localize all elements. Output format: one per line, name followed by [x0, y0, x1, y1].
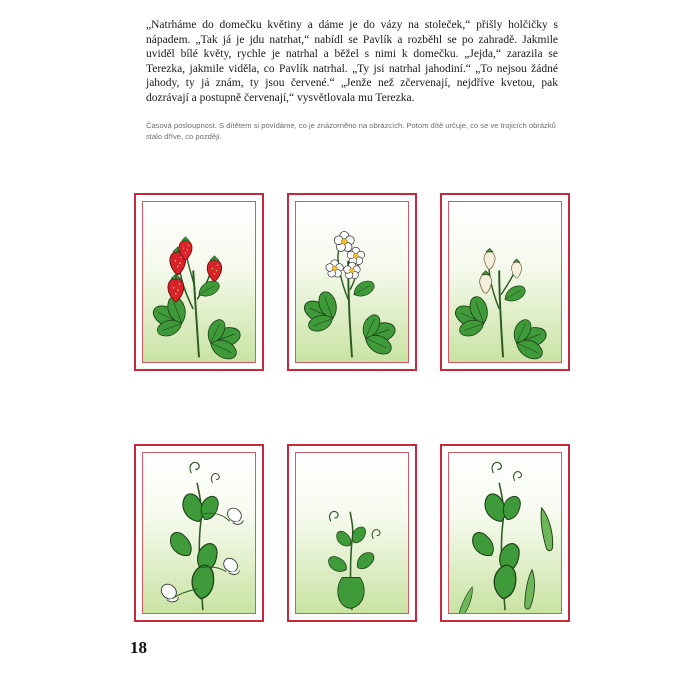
picture-card-pea-young	[287, 444, 417, 622]
strawberry-unripe-illustration	[449, 202, 561, 362]
story-paragraph: „Natrháme do domečku květiny a dáme je do vázy na stoleček,“ přišly holčičky s nápadem. „Tak já je jdu natrhat,“ nabídl se Pavlík a rozběhl se po zahradě. Jakmile uviděl bílé květy, rychle je natrhal a běžel s nimi k domečku. „Jejda,“ zarazila se Terezka, jakmile viděla, co Pavlík natrhal. „Ty jsi natrhal jahodiní.“ „To nejsou žádné jahody, ty já znám, ty jsou červené.“ „Jenže než zčervenají, nejdříve kvetou, pak dozrávají a postupně červenají,“ vysvětlovala mu Terezka.	[146, 19, 558, 104]
picture-card-strawberry-ripe	[134, 193, 264, 371]
pea-young-illustration	[296, 453, 408, 613]
instruction-text: Časová posloupnost. S dítětem si povídáme, co je znázorněno na obrázcích. Potom dítě určuje, co se ve trojicích obrázků stalo dříve, co později.	[146, 121, 556, 141]
pea-flowers-illustration	[143, 453, 255, 613]
strawberry-flowers-illustration	[296, 202, 408, 362]
picture-card-strawberry-unripe	[440, 193, 570, 371]
strawberry-ripe-illustration	[143, 202, 255, 362]
page-number: 18	[130, 638, 147, 657]
picture-card-strawberry-flowers	[287, 193, 417, 371]
picture-card-pea-pods	[440, 444, 570, 622]
picture-card-pea-flowers	[134, 444, 264, 622]
pea-pods-illustration	[449, 453, 561, 613]
